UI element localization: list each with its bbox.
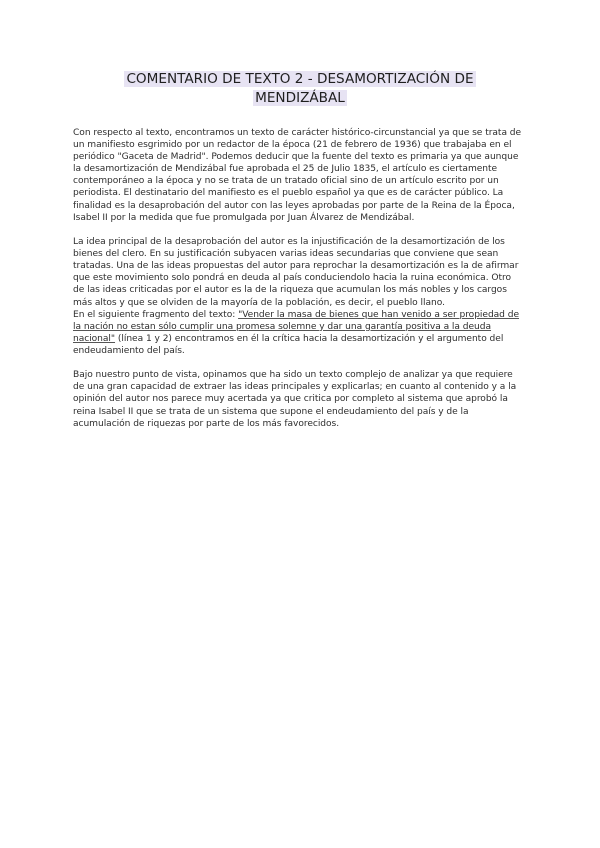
title-line-1: COMENTARIO DE TEXTO 2 - DESAMORTIZACIÓN DE — [126, 71, 474, 87]
quoted-fragment: "Vender la masa de bienes que han venido a ser propiedad de la nación no estan sólo cumplir una promesa solemne y dar una garantía positiva a la deuda nacional" — [73, 309, 520, 344]
fragment-commentary: (línea 1 y 2) encontramos en él la crítica hacia la desamortización y el argumento del endeudamiento del país. — [73, 333, 504, 356]
fragment-intro: En el siguiente fragmento del texto: — [73, 309, 239, 320]
paragraph-main-idea — [73, 236, 525, 357]
paragraph-source-analysis: Con respecto al texto, encontramos un texto de carácter histórico-circunstancial ya que se trata de un manifiesto esgrimido por un redactor de la época (21 de febrero de 1936) que trabajaba en el periódico "Gaceta de Madrid". Podemos deducir que la fuente del texto es primaria ya que aunque la desamortización de Mendizábal fue aprobada el 25 de Julio 1835, el artículo es ciertamente contemporáneo a la época y no se trata de un tratado oficial sino de un artículo escrito por un periodista. El destinatario del manifiesto es el pueblo español ya que es de carácter público. La finalidad es la desaprobación del autor con las leyes aprobadas por parte de la Reina de la Época, Isabel II por la medida que fue promulgada por Juan Álvarez de Mendizábal. — [73, 128, 522, 223]
paragraph-opinion: Bajo nuestro punto de vista, opinamos que ha sido un texto complejo de analizar ya que requiere de una gran capacidad de extraer las ideas principales y explicarlas; en cuanto al contenido y a la opinión del autor nos parece muy acertada ya que critica por completo al sistema que aprobó la reina Isabel II que se trata de un sistema que supone el endeudamiento del país y de la acumulación de riquezas por parte de los más favorecidos. — [73, 370, 517, 429]
page-title — [80, 70, 520, 108]
document-body — [73, 127, 525, 442]
paragraph-main-idea-text: La idea principal de la desaprobación del autor es la injustificación de la desamortización de los bienes del clero. En su justificación subyacen varias ideas secundarias que conviene que sean tratadas. Una de las ideas propuestas del autor para reprochar la desamortización es la de afirmar que este movimiento solo pondrá en deuda al país conduciendolo hacia la ruina económica. Otro de las ideas criticadas por el autor es la de la riqueza que acumulan los más nobles y los cargos más altos y que se olviden de la mayoría de la población, es decir, el pueblo llano. — [73, 237, 519, 308]
title-line-2: MENDIZÁBAL — [255, 90, 345, 106]
